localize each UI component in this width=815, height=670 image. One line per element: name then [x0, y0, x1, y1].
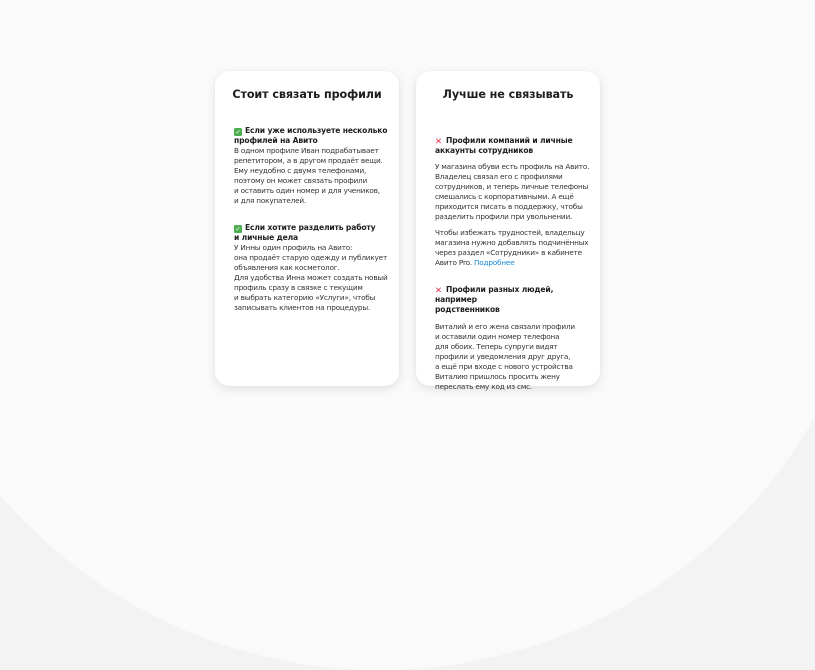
check-mark-icon: ✓ — [235, 128, 241, 136]
card-should-not-link — [416, 71, 600, 391]
more-link[interactable]: Подробнее — [473, 258, 515, 267]
block-heading-text: Если уже используете несколько профилей на Авито — [234, 126, 388, 145]
block-text: У Инны один профиль на Авито: она продаёт старую одежду и публикует объявления как косметолог. Для удобства Инна может создать новый профиль сразу в связке с текущим и выбрать категорию «Услуги», чтобы записывать клиентов на процедуры. — [234, 243, 388, 312]
block-heading-text: Профили разных людей, например родственников — [435, 285, 554, 314]
info-block — [435, 126, 600, 268]
block-text — [435, 228, 590, 268]
check-mark-icon: ✓ — [235, 225, 241, 233]
block-heading — [435, 275, 590, 315]
block-text: У магазина обуви есть профиль на Авито. Владелец связал его с профилями сотрудников, и теперь личные телефоны смешались с корпоративными. А ещё приходится писать в поддержку, чтобы разделить профили при увольнении. — [435, 162, 590, 221]
info-block — [435, 275, 600, 392]
card-title: Лучше не связывать — [442, 88, 574, 101]
card-should-link — [215, 71, 399, 386]
block-heading — [234, 126, 389, 146]
info-block — [234, 126, 399, 206]
block-text: В одном профиле Иван подрабатывает репетитором, а в другом продаёт вещи. Ему неудобно с двумя телефонами, поэтому он может связать профили и оставить один номер и для учеников, и для покупателей. — [234, 146, 383, 205]
card-title: Стоит связать профили — [232, 88, 382, 101]
block-heading — [234, 213, 389, 243]
info-block — [234, 213, 399, 313]
block-text-body: Чтобы избежать трудностей, владельцу магазина нужно добавлять подчинённых через раздел «Сотрудники» в кабинете Авито Pro. — [435, 228, 589, 267]
block-text: Виталий и его жена связали профили и оставили один номер телефона для обоих. Теперь супруги видят профили и уведомления друг друга, а ещё при входе с нового устройства Виталию пришлось просить жену переслать ему код из смс. — [435, 322, 575, 391]
cross-mark-icon: ✕ — [435, 136, 442, 147]
block-heading-text: Профили компаний и личные аккаунты сотрудников — [435, 136, 573, 155]
block-heading-text: Если хотите разделить работу и личные дела — [234, 223, 376, 242]
block-heading — [435, 126, 590, 156]
cross-mark-icon: ✕ — [435, 285, 442, 296]
